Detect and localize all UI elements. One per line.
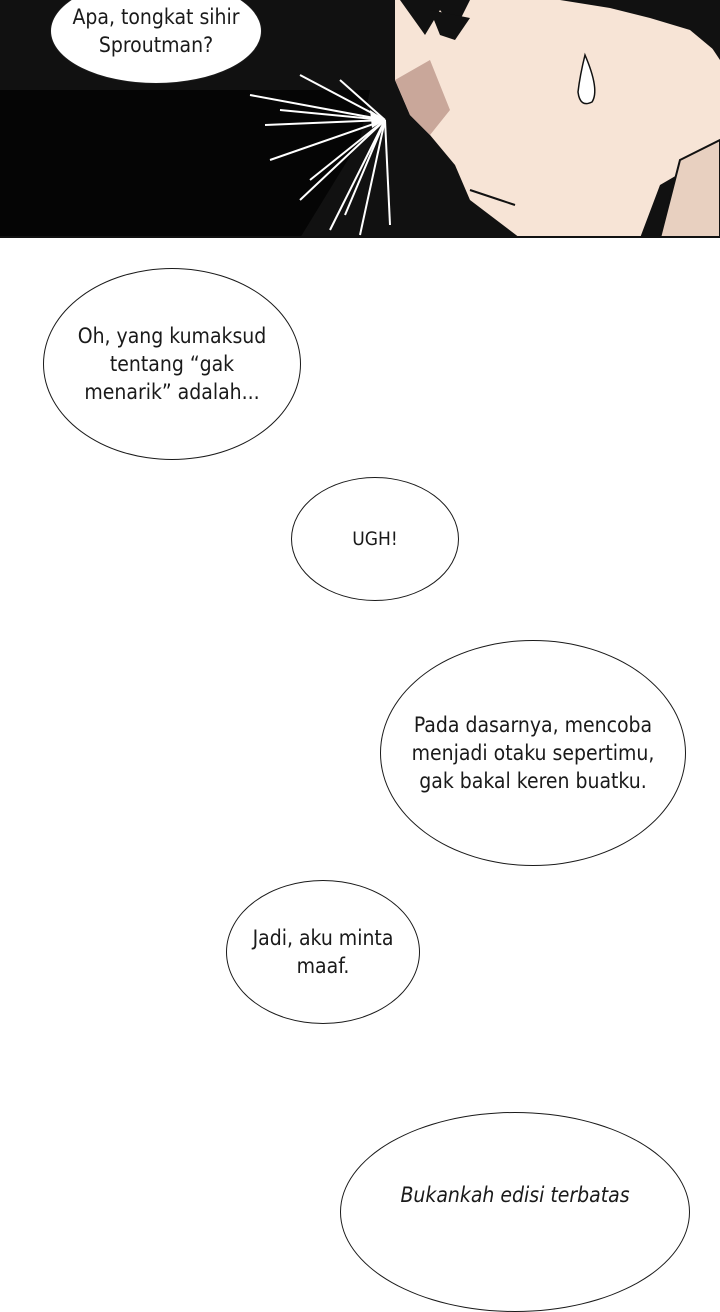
bubble-text-line: menarik” adalah...: [84, 380, 260, 404]
bubble-text-line: Bukankah edisi terbatas: [400, 1183, 630, 1207]
speech-bubble: [226, 880, 420, 1024]
speech-bubble: [340, 1112, 690, 1312]
bubble-text-line: Jadi, aku minta: [252, 926, 394, 950]
speech-bubble: [291, 477, 459, 601]
bubble-text-line: Oh, yang kumaksud: [77, 324, 267, 348]
speech-bubble: [380, 640, 686, 866]
bubble-text-line: tentang “gak: [109, 352, 235, 376]
bubble-text-line: gak bakal keren buatku.: [419, 769, 647, 793]
bubble-text-line: menjadi otaku sepertimu,: [411, 741, 655, 765]
bubble-text-line: UGH!: [352, 528, 398, 550]
speech-bubble: [43, 268, 301, 460]
bubble-text-line: maaf.: [296, 954, 350, 978]
bubble-text-line: Sproutman?: [98, 33, 214, 57]
bubble-text-line: Pada dasarnya, mencoba: [413, 713, 653, 737]
bubble-text-line: Apa, tongkat sihir: [72, 5, 240, 29]
